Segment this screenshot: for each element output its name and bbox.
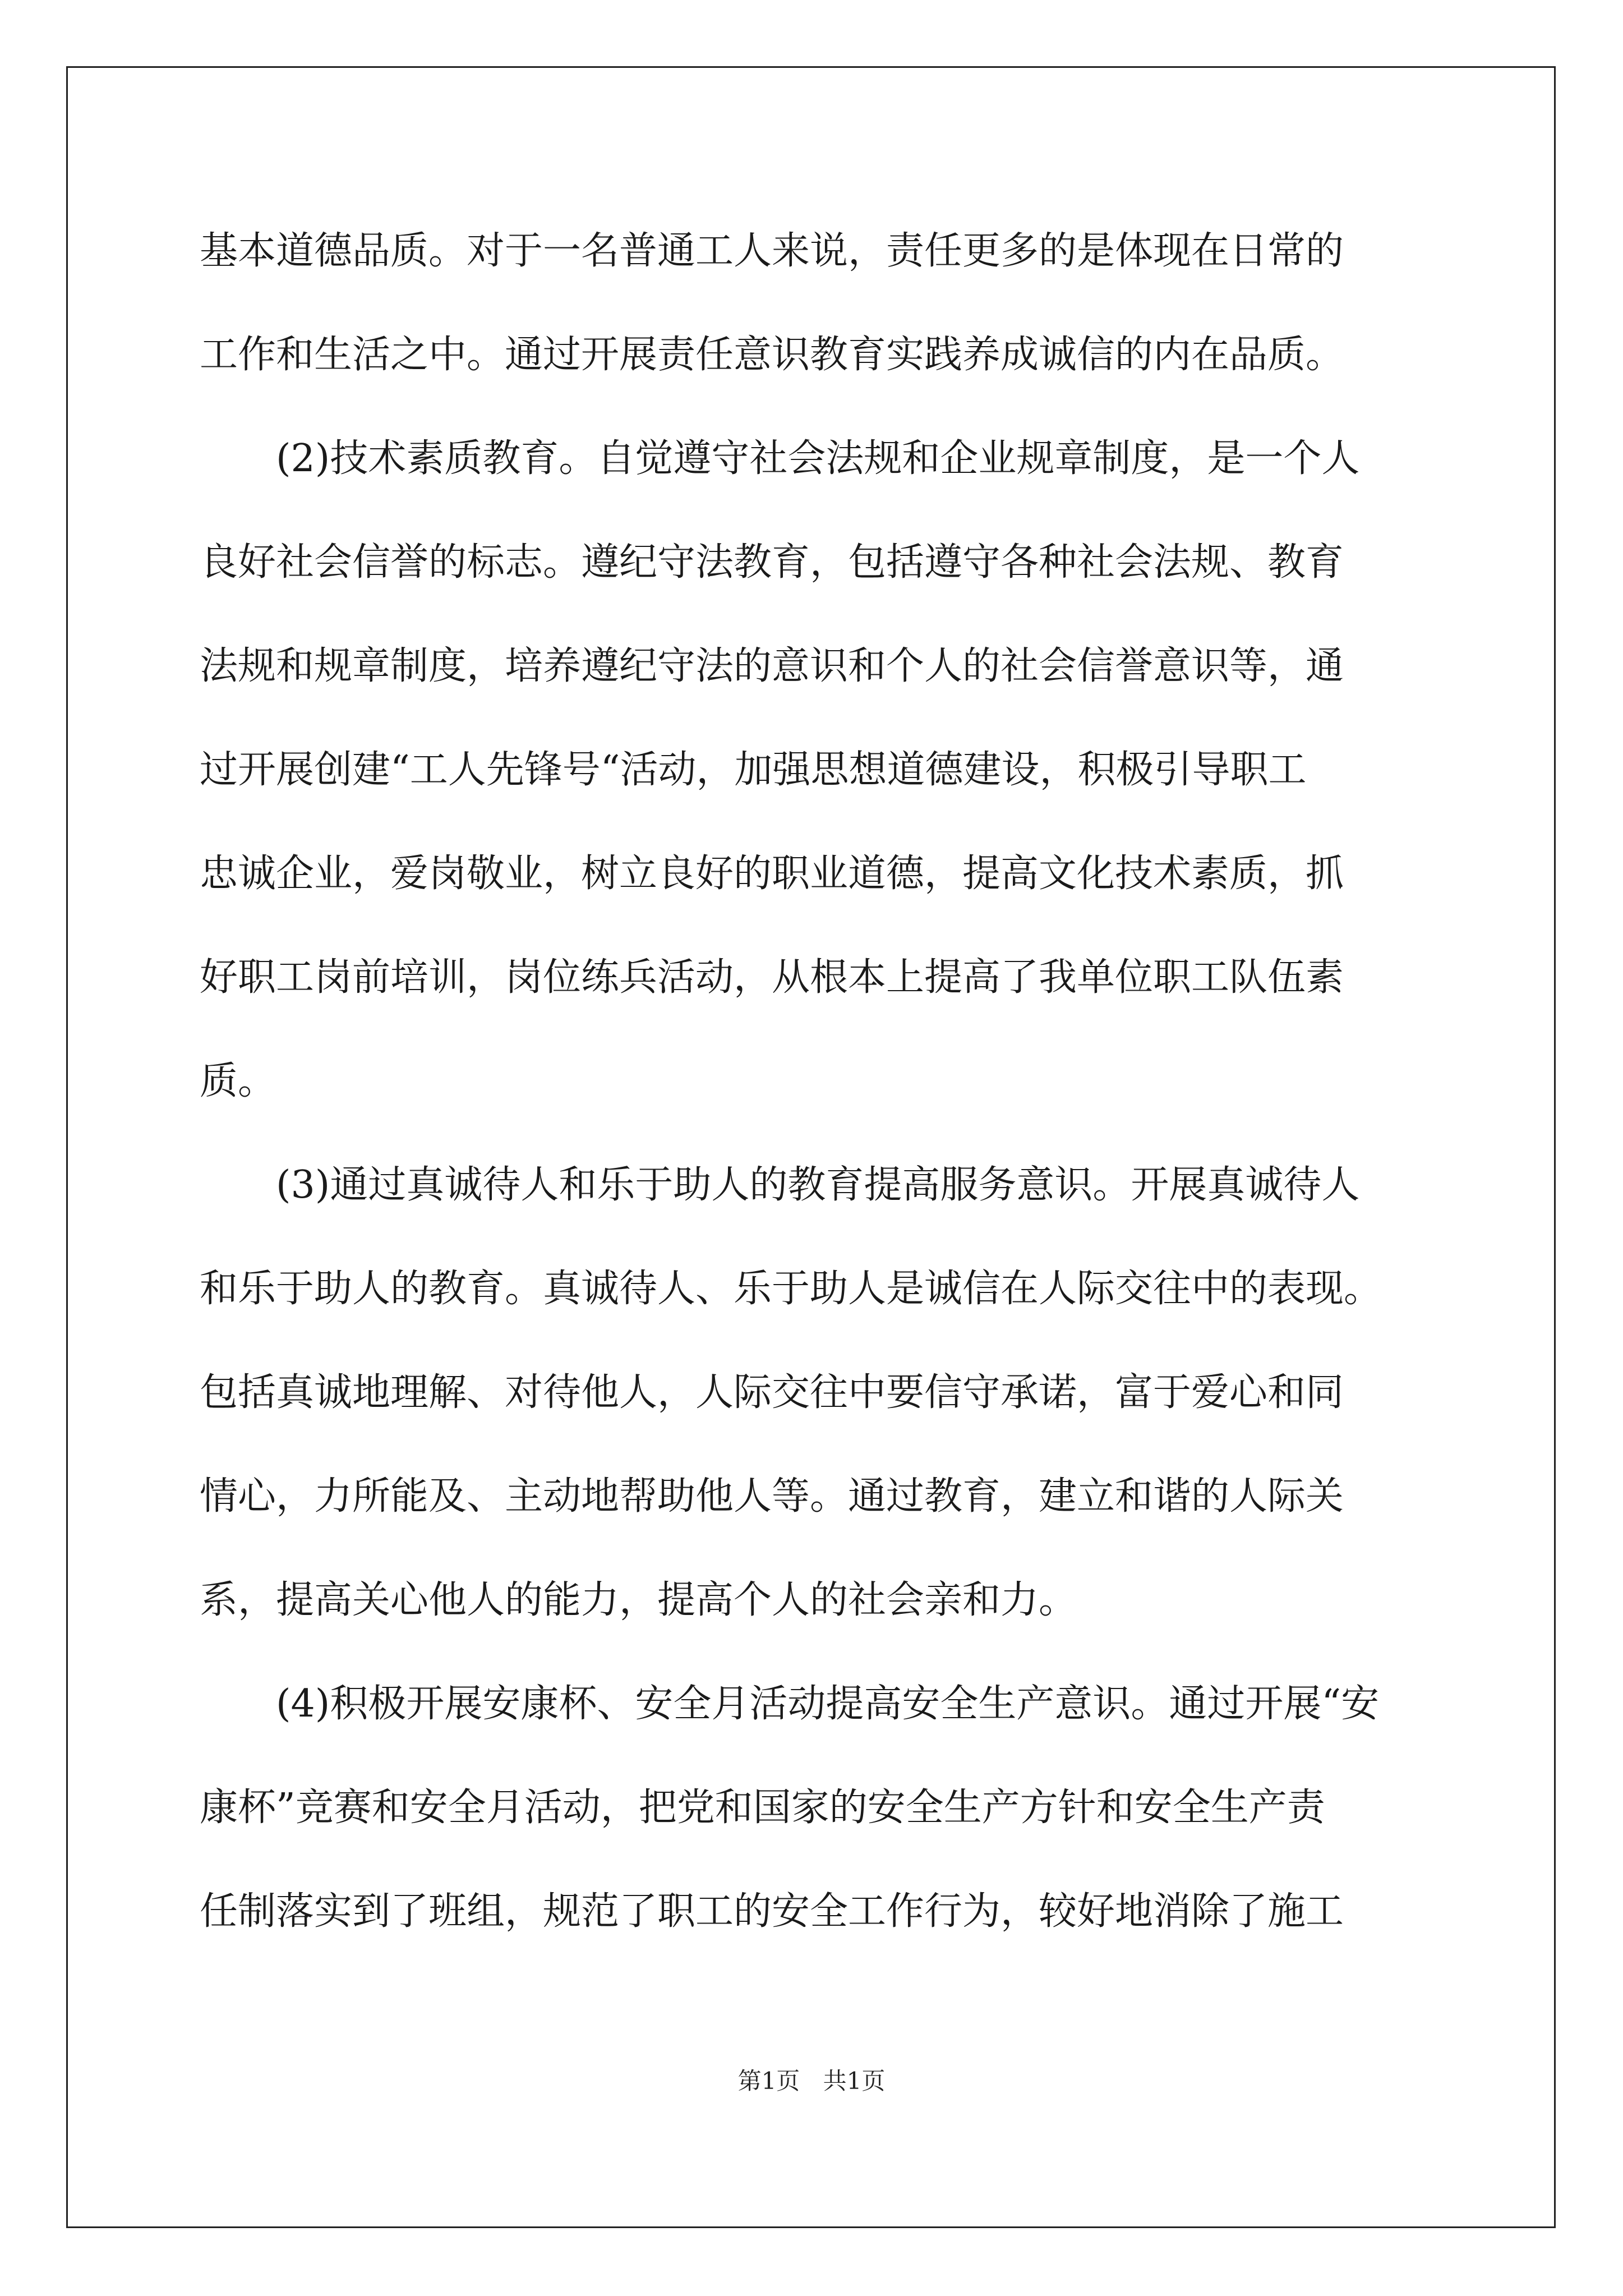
text-line: 法规和规章制度，培养遵纪守法的意识和个人的社会信誉意识等，通 <box>200 644 1344 688</box>
text-line: (3)通过真诚待人和乐于助人的教育提高服务意识。开展真诚待人 <box>276 1163 1360 1207</box>
text-line: 工作和生活之中。通过开展责任意识教育实践养成诚信的内在品质。 <box>200 333 1344 377</box>
text-line: 基本道德品质。对于一名普通工人来说，责任更多的是体现在日常的 <box>200 229 1344 273</box>
text-line: 良好社会信誉的标志。遵纪守法教育，包括遵守各种社会法规、教育 <box>200 540 1344 585</box>
document-body <box>200 213 1433 1977</box>
text-line: (2)技术素质教育。自觉遵守社会法规和企业规章制度，是一个人 <box>276 436 1360 481</box>
text-line: 好职工岗前培训，岗位练兵活动，从根本上提高了我单位职工队伍素 <box>200 955 1344 1000</box>
text-line: 包括真诚地理解、对待他人，人际交往中要信守承诺，富于爱心和同 <box>200 1370 1344 1415</box>
text-line: 和乐于助人的教育。真诚待人、乐于助人是诚信在人际交往中的表现。 <box>200 1267 1382 1311</box>
text-line: 康杯”竞赛和安全月活动，把党和国家的安全生产方针和安全生产责 <box>200 1786 1325 1830</box>
text-line: 忠诚企业，爱岗敬业，树立良好的职业道德，提高文化技术素质，抓 <box>200 852 1344 896</box>
text-line: 质。 <box>200 1059 276 1103</box>
text-line: 过开展创建“工人先锋号“活动，加强思想道德建设，积极引导职工 <box>200 748 1307 792</box>
page-number: 第1页 <box>737 2067 800 2095</box>
text-line: (4)积极开展安康杯、安全月活动提高安全生产意识。通过开展“安 <box>276 1682 1380 1726</box>
text-line: 任制落实到了班组，规范了职工的安全工作行为，较好地消除了施工 <box>200 1889 1344 1934</box>
page-footer <box>0 2064 1623 2098</box>
page-total: 共1页 <box>823 2067 886 2095</box>
text-line: 系，提高关心他人的能力，提高个人的社会亲和力。 <box>200 1578 1077 1622</box>
text-line: 情心，力所能及、主动地帮助他人等。通过教育，建立和谐的人际关 <box>200 1474 1344 1519</box>
